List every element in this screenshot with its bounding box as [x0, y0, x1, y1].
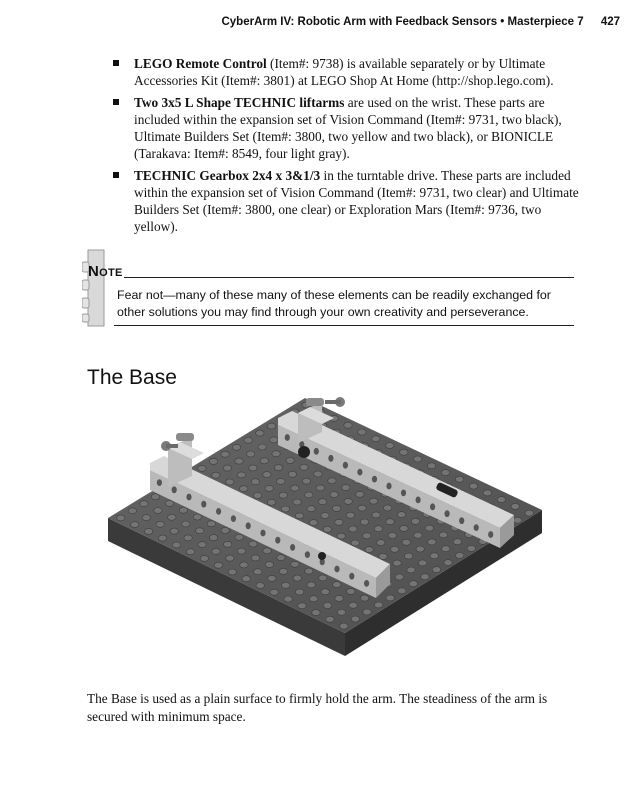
- stud: [223, 465, 231, 471]
- stud: [270, 589, 278, 595]
- stud: [253, 493, 261, 499]
- stud: [200, 555, 208, 561]
- list-item-text: in the turntable drive. These parts are included within the expansion set of Vision Command (Item#: 9731, two clear) and Ultimate Builders Set (Item#: 3800, one clear) or Exploration Mars (Item#: 9736, two yellow).: [134, 168, 579, 234]
- list-item-title: LEGO Remote Control: [134, 56, 267, 71]
- stud: [351, 540, 359, 546]
- stud: [267, 423, 275, 429]
- note-rule-bottom: [114, 325, 574, 326]
- stud: [235, 534, 243, 540]
- stud: [246, 451, 254, 457]
- stud: [337, 533, 345, 539]
- stud: [340, 623, 348, 629]
- stud: [128, 508, 136, 514]
- stud: [467, 545, 475, 551]
- beam-hole: [157, 479, 162, 486]
- stud: [198, 465, 206, 471]
- stud: [142, 515, 150, 521]
- stud: [193, 514, 201, 520]
- stud: [237, 472, 245, 478]
- stud: [298, 603, 306, 609]
- stud: [196, 528, 204, 534]
- stud: [386, 519, 394, 525]
- list-item-title: Two 3x5 L Shape TECHNIC liftarms: [134, 95, 345, 110]
- stud: [335, 595, 343, 601]
- stud: [323, 603, 331, 609]
- stud: [483, 490, 491, 496]
- stud: [335, 519, 343, 525]
- beam-hole: [357, 469, 362, 476]
- beam-hole: [314, 448, 319, 455]
- stud: [295, 513, 303, 519]
- parts-list: [110, 55, 580, 240]
- bullet-square-icon: [113, 172, 119, 178]
- stud: [321, 589, 329, 595]
- stud: [441, 470, 449, 476]
- beam-hole: [474, 524, 479, 531]
- stud: [263, 472, 271, 478]
- stud: [172, 542, 180, 548]
- stud: [265, 562, 273, 568]
- stud: [302, 478, 310, 484]
- stud: [398, 588, 406, 594]
- stud: [158, 535, 166, 541]
- running-title: CyberArm IV: Robotic Arm with Feedback Sensors • Masterpiece 7: [221, 16, 584, 28]
- stud: [456, 553, 464, 559]
- stud: [411, 518, 419, 524]
- beam-hole: [290, 544, 295, 551]
- stud: [293, 575, 301, 581]
- stud: [365, 547, 373, 553]
- stud: [400, 449, 408, 455]
- beam-hole: [386, 483, 391, 490]
- note-text: Fear not—many of these many of these elements can be readily exchanged for other solutions you may find through your own creativity and perseverance.: [117, 288, 551, 319]
- stud: [391, 546, 399, 552]
- stud: [416, 546, 424, 552]
- stud: [249, 465, 257, 471]
- list-item: [110, 55, 580, 89]
- stud: [332, 505, 340, 511]
- stud: [344, 422, 352, 428]
- bullet-square-icon: [113, 60, 119, 66]
- stud: [131, 522, 139, 528]
- stud: [226, 479, 234, 485]
- note-rule-top: [124, 277, 574, 278]
- stud: [254, 569, 262, 575]
- stud: [409, 581, 417, 587]
- stud: [207, 521, 215, 527]
- stud: [228, 569, 236, 575]
- stud: [293, 499, 301, 505]
- stud: [263, 548, 271, 554]
- base-figure: [100, 388, 550, 678]
- stud: [386, 443, 394, 449]
- stud: [351, 616, 359, 622]
- stud: [235, 458, 243, 464]
- stud: [400, 525, 408, 531]
- beam-hole: [416, 497, 421, 504]
- beam-hole: [305, 551, 310, 558]
- stud: [272, 451, 280, 457]
- stud: [251, 555, 259, 561]
- stud: [240, 486, 248, 492]
- stud: [393, 560, 401, 566]
- stud: [279, 492, 287, 498]
- list-item: [110, 167, 580, 235]
- stud: [469, 483, 477, 489]
- stud: [307, 506, 315, 512]
- stud: [444, 560, 452, 566]
- stud: [212, 472, 220, 478]
- stud: [356, 491, 364, 497]
- stud: [305, 492, 313, 498]
- stud: [168, 514, 176, 520]
- stud: [319, 575, 327, 581]
- beam-hole: [201, 501, 206, 508]
- section-heading: The Base: [87, 366, 177, 389]
- stud: [281, 506, 289, 512]
- beam-hole: [401, 490, 406, 497]
- stud: [212, 548, 220, 554]
- stud: [360, 595, 368, 601]
- beam-hole: [459, 517, 464, 524]
- stud: [427, 463, 435, 469]
- beam-hole: [231, 515, 236, 522]
- beam-hole: [343, 462, 348, 469]
- stud: [414, 532, 422, 538]
- stud: [182, 521, 190, 527]
- beam-hole: [430, 503, 435, 510]
- beam-hole: [349, 573, 354, 580]
- stud: [256, 430, 264, 436]
- stud: [232, 444, 240, 450]
- stud: [221, 528, 229, 534]
- stud: [395, 574, 403, 580]
- list-item-text: (Item#: 9738) is available separately or by Ultimate Accessories Kit (Item#: 3801) at LEGO Shop At Home (http://shop.lego.com).: [134, 56, 554, 88]
- stud: [421, 574, 429, 580]
- stud: [270, 437, 278, 443]
- stud: [154, 508, 162, 514]
- beam-hole: [364, 580, 369, 587]
- list-item-title: TECHNIC Gearbox 2x4 x 3&1/3: [134, 168, 321, 183]
- running-header: [221, 16, 620, 28]
- stud: [260, 458, 268, 464]
- stud: [407, 567, 415, 573]
- stud: [388, 533, 396, 539]
- stud: [277, 478, 285, 484]
- stud: [284, 596, 292, 602]
- stud: [379, 553, 387, 559]
- stud: [242, 576, 250, 582]
- stud: [363, 609, 371, 615]
- stud: [321, 513, 329, 519]
- stud: [404, 553, 412, 559]
- stud: [209, 458, 217, 464]
- beam-hole: [285, 434, 290, 441]
- stud: [300, 464, 308, 470]
- stud: [337, 609, 345, 615]
- beam-hole: [246, 522, 251, 529]
- beam-hole: [172, 486, 177, 493]
- stud: [374, 602, 382, 608]
- stud: [363, 533, 371, 539]
- stud: [513, 517, 521, 523]
- stud: [279, 568, 287, 574]
- stud: [374, 526, 382, 532]
- stud: [295, 589, 303, 595]
- stud: [418, 560, 426, 566]
- list-item: [110, 94, 580, 162]
- stud: [402, 539, 410, 545]
- stud: [309, 596, 317, 602]
- stud: [323, 526, 331, 532]
- stud: [170, 528, 178, 534]
- stud: [525, 510, 533, 516]
- stud: [256, 583, 264, 589]
- stud: [358, 429, 366, 435]
- note-label: NOTE: [88, 263, 123, 280]
- stud: [198, 542, 206, 548]
- beam-hole: [260, 530, 265, 537]
- stud: [344, 498, 352, 504]
- stud: [349, 526, 357, 532]
- stud: [414, 456, 422, 462]
- stud: [221, 451, 229, 457]
- stud: [251, 479, 259, 485]
- stud: [288, 471, 296, 477]
- stud: [240, 562, 248, 568]
- stud: [186, 549, 194, 555]
- stud: [497, 497, 505, 503]
- stud: [428, 539, 436, 545]
- stud: [432, 567, 440, 573]
- stud: [151, 494, 159, 500]
- stud: [316, 485, 324, 491]
- stud: [291, 485, 299, 491]
- stud: [346, 512, 354, 518]
- stud: [179, 507, 187, 513]
- stud: [330, 492, 338, 498]
- stud: [156, 521, 164, 527]
- stud: [267, 499, 275, 505]
- bullet-square-icon: [113, 99, 119, 105]
- stud: [377, 540, 385, 546]
- lego-brick-icon: [82, 248, 110, 328]
- stud: [312, 610, 320, 616]
- stud: [372, 436, 380, 442]
- stud: [372, 512, 380, 518]
- base-illustration: [100, 388, 550, 678]
- stud: [397, 512, 405, 518]
- list-item-text: are used on the wrist. These parts are included within the expansion set of Vision Command (Item#: 9731, two black), Ultimate Builders Set (Item#: 3800, two yellow and two black), or BIONICLE (Tarakava: Item#: 8549, four light gray).: [134, 95, 562, 161]
- beam-hole: [216, 508, 221, 515]
- stud: [209, 535, 217, 541]
- stud: [349, 602, 357, 608]
- page-number: 427: [600, 16, 620, 28]
- body-paragraph: The Base is used as a plain surface to firmly hold the arm. The steadiness of the arm is secured with minimum space.: [87, 691, 548, 724]
- stud: [439, 532, 447, 538]
- stud: [165, 500, 173, 506]
- stud: [383, 505, 391, 511]
- note-box: [82, 248, 574, 328]
- stud: [309, 520, 317, 526]
- beam-hole: [186, 494, 191, 501]
- beam-hole: [372, 476, 377, 483]
- stud: [214, 562, 222, 568]
- stud: [249, 541, 257, 547]
- stud: [430, 553, 438, 559]
- stud: [455, 476, 463, 482]
- stud: [425, 525, 433, 531]
- stud: [223, 541, 231, 547]
- stud: [226, 555, 234, 561]
- stud: [360, 519, 368, 525]
- stud: [370, 498, 378, 504]
- stud: [265, 485, 273, 491]
- stud: [318, 499, 326, 505]
- stud: [277, 555, 285, 561]
- beam-hole: [445, 510, 450, 517]
- stud: [328, 478, 336, 484]
- stud: [342, 485, 350, 491]
- beam-hole: [328, 455, 333, 462]
- stud: [511, 503, 519, 509]
- stud: [305, 568, 313, 574]
- stud: [453, 539, 461, 545]
- stud: [140, 501, 148, 507]
- stud: [237, 548, 245, 554]
- stud: [258, 444, 266, 450]
- stud: [268, 575, 276, 581]
- beam-hole: [275, 537, 280, 544]
- stud: [117, 515, 125, 521]
- stud: [184, 535, 192, 541]
- stud: [286, 458, 294, 464]
- stud: [314, 471, 322, 477]
- stud: [442, 546, 450, 552]
- stud: [244, 437, 252, 443]
- stud: [307, 582, 315, 588]
- stud: [282, 582, 290, 588]
- stud: [347, 588, 355, 594]
- stud: [291, 561, 299, 567]
- beam-hole: [488, 531, 493, 538]
- stud: [144, 528, 152, 534]
- stud: [326, 616, 334, 622]
- beam-hole: [334, 566, 339, 573]
- stud: [333, 582, 341, 588]
- stud: [386, 595, 394, 601]
- stud: [358, 505, 366, 511]
- stud: [274, 465, 282, 471]
